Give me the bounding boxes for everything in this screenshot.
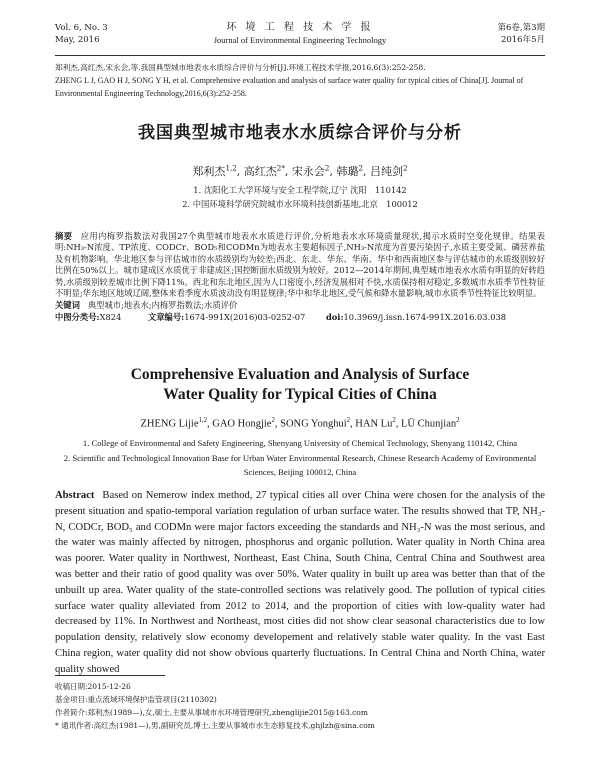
author-sup: 1,2 bbox=[225, 163, 237, 173]
footnote-corresponding: * 通讯作者:高红杰(1981—),男,副研究员,博士,主要从事城市水生态修复技术,ghjlzh@sina.com bbox=[55, 721, 375, 730]
author-sup: 2 bbox=[392, 417, 396, 424]
article-no-label: 文章编号: bbox=[147, 311, 185, 322]
volume-cn: 第6卷,第3期 bbox=[497, 23, 545, 33]
citation-cn: 郑利杰,高红杰,宋永会,等.我国典型城市地表水水质综合评价与分析[J].环境工程技术学报,2016,6(3):252-258. bbox=[55, 63, 426, 72]
abstract-label-cn: 摘要 bbox=[55, 231, 73, 241]
paper-title-cn: 我国典型城市地表水水质综合评价与分析 bbox=[138, 123, 462, 143]
footnote-received: 收稿日期:2015-12-26 bbox=[55, 682, 131, 691]
author: ZHENG Lijie bbox=[140, 418, 199, 430]
doi-label: doi: bbox=[325, 311, 344, 322]
footnotes bbox=[55, 680, 545, 732]
author: 韩璐 bbox=[336, 165, 359, 178]
keywords bbox=[55, 300, 545, 311]
keywords-label: 关键词 bbox=[55, 300, 80, 311]
author-sup: 1,2 bbox=[198, 417, 207, 424]
affiliation-cn: 2. 中国环境科学研究院城市水环境科技创新基地,北京 100012 bbox=[182, 199, 418, 209]
abstract-text-cn: 应用内梅罗指数法对我国27个典型城市地表水水质进行评价,分析地表水水环境质量现状,揭示水质时空变化规律。结果表明:NH₃-N浓度、TP浓度、CODCr、BOD₅和CODMn为地表水主要超标因子,NH₃-N浓度为首要污染因子,水质主要受氮、磷营养盐及有机物影响。华北地区参与评估城市的水质级别均为较差;西北、东北、华东、华南、华中和西南地区参与评估城市的水质级别较好比例在50%以上。城市建成区水质优于非建成区;国控断面水质级别为较好。2012—2014年期间,典型城市地表水水质有明显的好转趋势,水质级别较差城市比例下降11%。西北和东北地区,因为人口密度小,经济发展相对不快,水质保持相对稳定,多数城市水质季节性特征不明显;华东地区地域辽阔,整体来看季度水质波动没有明显规律;华中和华北地区,受气候和降水量影响,城市水质季节性特征比较明显。 bbox=[55, 231, 545, 299]
clc-value: X824 bbox=[99, 311, 122, 322]
author: HAN Lu bbox=[355, 418, 393, 430]
author-sup: 2 bbox=[456, 417, 460, 424]
author: LÜ Chunjian bbox=[401, 418, 457, 430]
title-en-line: Comprehensive Evaluation and Analysis of Surface bbox=[130, 366, 470, 383]
author: GAO Hongjie bbox=[212, 418, 272, 430]
affiliations-en bbox=[60, 436, 540, 480]
authors-en: ZHENG Lijie$^{1,2}$, GAO Hongjie$^2$, SONG Yonghui$^2$, HAN Lu$^2$, LÜ Chunjian$^2$ bbox=[140, 417, 460, 430]
clc-label: 中图分类号: bbox=[55, 311, 100, 322]
footnote-funding: 基金项目:重点流域环境保护监管项目(2110302) bbox=[55, 695, 217, 704]
classification-line bbox=[55, 312, 545, 323]
author-sup: 2 bbox=[271, 417, 275, 424]
author: 吕纯剑 bbox=[370, 165, 404, 178]
author: SONG Yonghui bbox=[280, 418, 347, 430]
affiliations-cn bbox=[0, 183, 600, 211]
header-rule bbox=[55, 55, 545, 56]
footnote-rule bbox=[55, 675, 165, 676]
abstract-text-en: Based on Nemerow index method, 27 typical cities all over China were chosen for the analysis of the present situation and spatio-temporal variation regulation of urban surface water. The results showed that TP, NH₃-N, CODCr, BOD₅ and CODMn were major factors exceeding the standards and NH₃-N was the most serious, and the water was mainly affected by nitrogen, phosphorus and organic pollution. Water quality in North China area was poorer. Water quality in Northwest, Northeast, East China, South China, Central China and Southwest area was better and their ratio of good quality was over 50%. Water quality in built up area was better than that of the unbuilt up area. Water quality of the state-controlled sections was relatively good. The pollution of typical cities surface water quality alleviated from 2012 to 2014, and the proportion of cities with low-quality water had decreased by 11%. In Northwest and Northeast, most cities did not show clear seasonal characteristics due to low population density, relatively slow economy developement and relatively stable water quality. In the vast East China region, water quality did not show obvious quarterly fluctuations. In Central China and North China, water quality showed bbox=[55, 490, 545, 675]
issue-info bbox=[497, 22, 545, 46]
affiliation-en: 1. College of Environmental and Safety Engineering, Shenyang University of Chemical Technology, Shenyang 110142, China bbox=[82, 438, 518, 448]
abstract-en bbox=[55, 488, 545, 678]
issue-date-cn: 2016年5月 bbox=[500, 35, 545, 45]
keywords-text: 典型城市;地表水;内梅罗指数法;水质评价 bbox=[87, 300, 238, 311]
author-sup: 2 bbox=[403, 163, 408, 173]
citation bbox=[55, 61, 545, 100]
author: 宋永会 bbox=[291, 165, 325, 178]
abstract-label-en: Abstract bbox=[55, 490, 95, 501]
author-sup: 2 bbox=[324, 163, 330, 173]
title-en-line: Water Quality for Typical Cities of China bbox=[163, 386, 437, 403]
affiliation-cn: 1. 沈阳化工大学环境与安全工程学院,辽宁 沈阳 110142 bbox=[193, 185, 407, 195]
author-sup: 2* bbox=[276, 163, 285, 173]
author-sup: 2 bbox=[358, 163, 364, 173]
abstract-cn bbox=[55, 231, 545, 323]
journal-name-en: Journal of Environmental Engineering Technology bbox=[213, 35, 387, 45]
affiliation-en: 2. Scientific and Technological Innovation Base for Urban Water Environmental Research, Chinese Research Academy of Environmental Sciences, Beijing 100012, China bbox=[63, 452, 537, 477]
footnote-author-bio: 作者简介:郑利杰(1989—),女,硕士,主要从事城市水环境管理研究,zhenglijie2015@163.com bbox=[55, 708, 368, 717]
journal-name-cn: 环 境 工 程 技 术 学 报 bbox=[226, 22, 374, 33]
author: 高红杰 bbox=[243, 165, 277, 178]
author-sup: 2 bbox=[346, 417, 351, 424]
volume-number: Vol. 6, No. 3 bbox=[55, 23, 108, 33]
authors-cn: 郑利杰$^{1,2}$, 高红杰$^{2*}$, 宋永会$^2$, 韩璐$^2$, 吕纯剑$^2$ bbox=[192, 163, 408, 178]
issue-date-en: May, 2016 bbox=[55, 35, 100, 45]
article-no-value: 1674-991X(2016)03-0252-07 bbox=[184, 311, 306, 322]
author: 郑利杰 bbox=[192, 165, 226, 178]
doi-value: 10.3969/j.issn.1674-991X.2016.03.038 bbox=[343, 311, 507, 322]
citation-en: ZHENG L J, GAO H J, SONG Y H, et al. Comprehensive evaluation and analysis of surface water quality for typical cities of China[J]. Journal of Environmental Engineering Technology,2016,6(3):252-258. bbox=[55, 76, 524, 98]
paper-title-en bbox=[0, 365, 600, 405]
